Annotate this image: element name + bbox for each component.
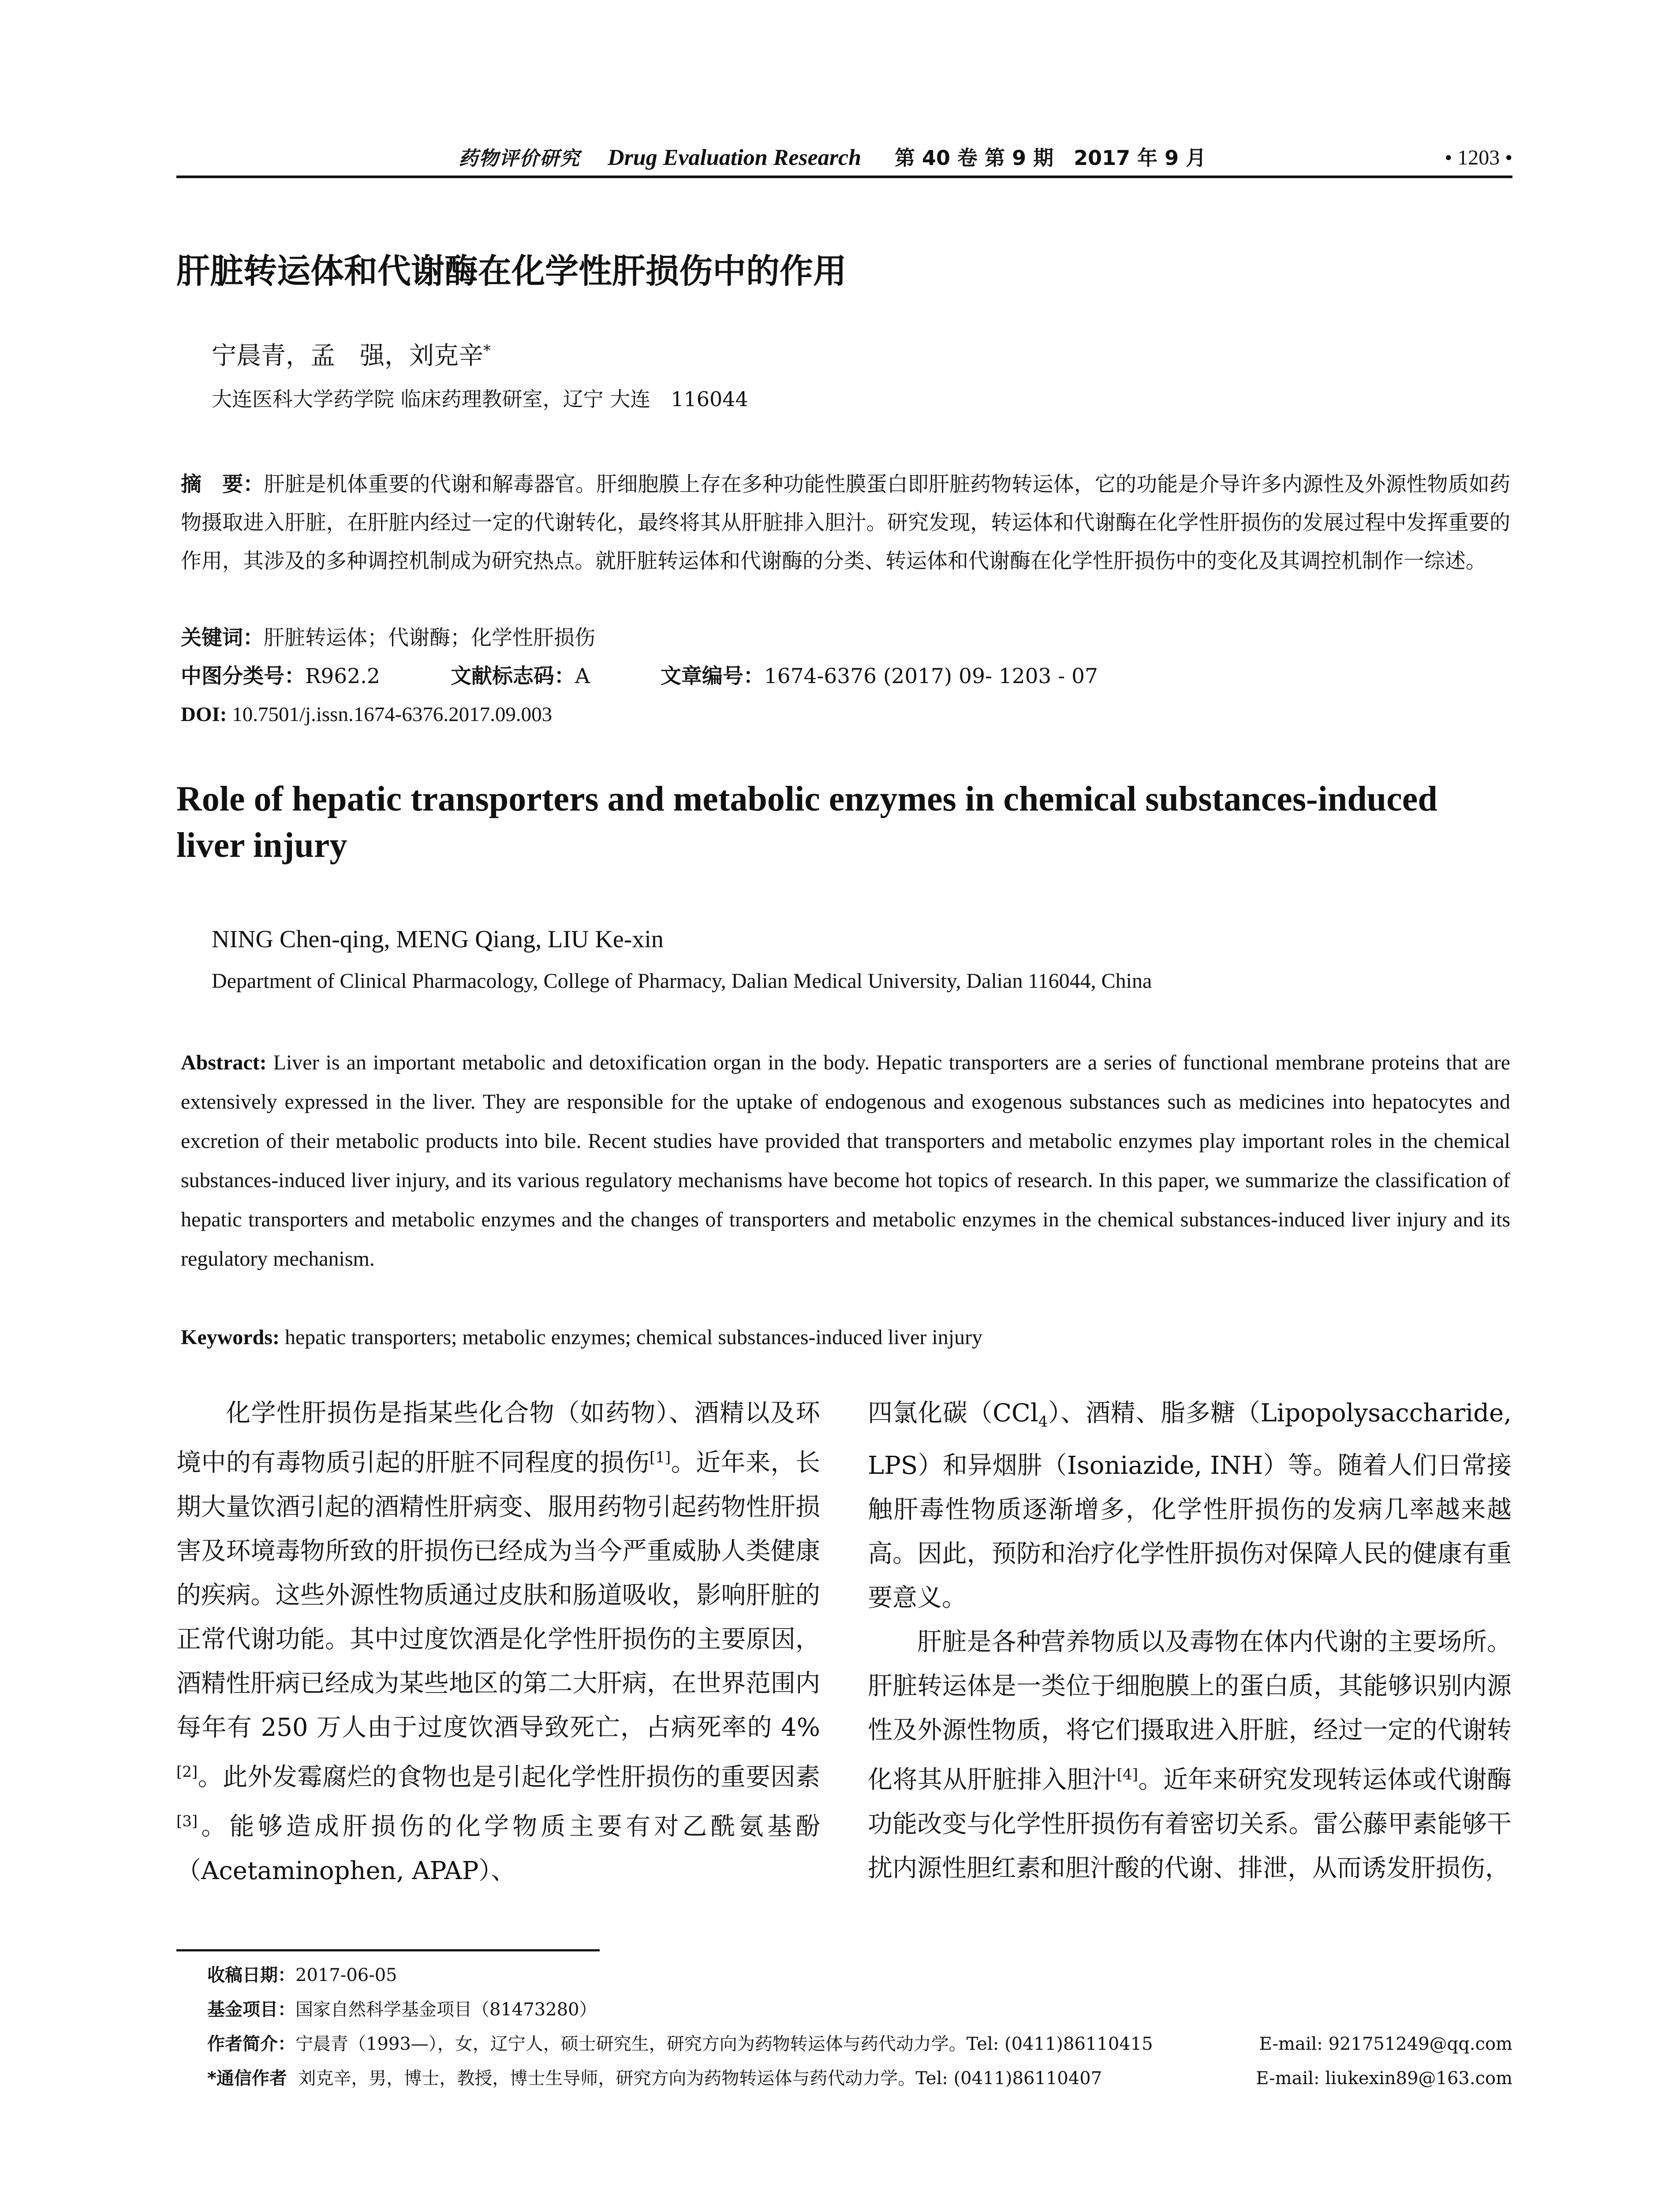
received-value: 2017-06-05 xyxy=(295,1965,397,1985)
body-column-left xyxy=(176,1391,820,1893)
body-text: ）、酒精、脂多糖（Lipopolysaccharide, LPS）和异烟肼（Isoniazide, INH）等。随着人们日常接触肝毒性物质逐渐增多，化学性肝损伤的发病几率越来越高。因此，预防和治疗化学性肝损伤对保障人民的健康有重要意义。 xyxy=(868,1399,1512,1613)
abstract-en-text: Liver is an important metabolic and detoxification organ in the body. Hepatic transporters are a series of functional membrane proteins that are extensively expressed in the liver. They are responsible for the uptake of endogenous and exogenous substances such as medicines into hepatocytes and excretion of their metabolic products into bile. Recent studies have provided that transporters and metabolic enzymes play important roles in the chemical substances-induced liver injury, and its various regulatory mechanisms have become hot topics of research. In this paper, we summarize the classification of hepatic transporters and metabolic enzymes and the changes of transporters and metabolic enzymes in the chemical substances-induced liver injury and its regulatory mechanism. xyxy=(181,1051,1511,1271)
doi-line xyxy=(181,695,552,734)
keywords-en xyxy=(181,1318,982,1357)
body-text: 。近年来研究发现转运体或代谢酶功能改变与化学性肝损伤有着密切关系。雷公藤甲素能够干扰内源性胆红素和胆汁酸的代谢、排泄，从而诱发肝损伤， xyxy=(868,1765,1512,1883)
body-text: 四氯化碳（CCl xyxy=(868,1399,1038,1428)
footnote-divider xyxy=(176,1949,600,1951)
author-email[interactable]: E-mail: 921751249@qq.com xyxy=(1259,2034,1512,2054)
body-text: 化学性肝损伤是指某些化合物（如药物）、酒精以及环境中的有毒物质引起的肝脏不同程度的损伤 xyxy=(176,1399,820,1477)
body-text: 。近年来，长期大量饮酒引起的酒精性肝病变、服用药物引起药物性肝损害及环境毒物所致的肝损伤已经成为当今严重威胁人类健康的疾病。这些外源性物质通过皮肤和肠道吸收，影响肝脏的正常代谢功能。其中过度饮酒是化学性肝损伤的主要原因，酒精性肝病已经成为某些地区的第二大肝病，在世界范围内每年有 250 万人由于过度饮酒导致死亡，占病死率的 4% xyxy=(176,1448,821,1742)
abstract-cn-label: 摘 要： xyxy=(181,472,264,497)
article-number-label: 文章编号： xyxy=(660,664,764,688)
footnote-fund xyxy=(207,1992,1512,2027)
citation-ref[interactable]: [3] xyxy=(176,1813,198,1831)
authors-en: NING Chen-qing, MENG Qiang, LIU Ke-xin xyxy=(212,926,664,953)
page-number: • 1203 • xyxy=(1445,146,1512,169)
authors-cn-names: 宁晨青，孟 强，刘克辛 xyxy=(212,341,483,370)
title-cn: 肝脏转运体和代谢酶在化学性肝损伤中的作用 xyxy=(176,251,847,291)
body-text: 。能够造成肝损伤的化学物质主要有对乙酰氨基酚（Acetaminophen, APAP）、 xyxy=(176,1812,820,1885)
issue-info: 第 40 卷 第 9 期 2017 年 9 月 xyxy=(895,146,1206,170)
header-journal-info xyxy=(459,140,1429,176)
citation-ref[interactable]: [2] xyxy=(176,1763,198,1781)
doi-value: 10.7501/j.issn.1674-6376.2017.09.003 xyxy=(232,703,553,726)
affiliation-cn: 大连医科大学药学院 临床药理教研室，辽宁 大连 116044 xyxy=(212,387,748,411)
footnote-corresponding xyxy=(207,2061,1512,2096)
fund-value: 国家自然科学基金项目（81473280） xyxy=(295,1999,597,2020)
doc-code-label: 文献标志码： xyxy=(450,664,575,688)
corresponding-mark: * xyxy=(483,342,491,359)
citation-ref[interactable]: [4] xyxy=(1116,1766,1138,1784)
title-en: Role of hepatic transporters and metabolic enzymes in chemical substances-induced liver injury xyxy=(176,780,1437,865)
footnote-received xyxy=(207,1958,1512,1992)
body-column-right xyxy=(868,1391,1512,1891)
fund-label: 基金项目： xyxy=(207,1999,295,2020)
citation-ref[interactable]: [1] xyxy=(650,1449,671,1466)
keywords-cn xyxy=(181,619,595,657)
body-paragraph xyxy=(176,1391,820,1893)
affiliation-en: Department of Clinical Pharmacology, College of Pharmacy, Dalian Medical University, Dalian 116044, China xyxy=(212,969,1152,993)
body-paragraph xyxy=(868,1391,1512,1620)
journal-name-en: Drug Evaluation Research xyxy=(608,145,861,170)
abstract-cn-text: 肝脏是机体重要的代谢和解毒器官。肝细胞膜上存在多种功能性膜蛋白即肝脏药物转运体，它的功能是介导许多内源性及外源性物质如药物摄取进入肝脏，在肝脏内经过一定的代谢转化，最终将其从肝脏排入胆汁。研究发现，转运体和代谢酶在化学性肝损伤的发展过程中发挥重要的作用，其涉及的多种调控机制成为研究热点。就肝脏转运体和代谢酶的分类、转运体和代谢酶在化学性肝损伤中的变化及其调控机制作一综述。 xyxy=(181,472,1511,573)
abstract-cn xyxy=(181,465,1510,580)
journal-logo-cn: 药物评价研究 xyxy=(459,147,580,170)
corresponding-label: *通信作者 xyxy=(207,2068,287,2089)
doi-label: DOI: xyxy=(181,703,227,726)
author-label: 作者简介： xyxy=(207,2034,295,2054)
keywords-en-label: Keywords: xyxy=(181,1326,280,1349)
running-header xyxy=(176,140,1512,178)
footnote-author xyxy=(207,2027,1512,2061)
corresponding-value: 刘克辛，男，博士，教授，博士生导师，研究方向为药物转运体与药代动力学。Tel: (0411)86110407 xyxy=(298,2068,1102,2089)
corresponding-email[interactable]: E-mail: liukexin89@163.com xyxy=(1256,2068,1512,2089)
article-number-value: 1674-6376 (2017) 09- 1203 - 07 xyxy=(764,664,1098,688)
footnotes xyxy=(207,1958,1512,2096)
keywords-en-text: hepatic transporters; metabolic enzymes; chemical substances-induced liver injury xyxy=(284,1326,983,1349)
clc-label: 中图分类号： xyxy=(181,664,305,688)
abstract-en-label: Abstract: xyxy=(181,1051,267,1074)
abstract-en xyxy=(181,1043,1510,1278)
authors-cn xyxy=(212,333,491,374)
subscript: 4 xyxy=(1038,1413,1048,1431)
body-text: 。此外发霉腐烂的食物也是引起化学性肝损伤的重要因素 xyxy=(198,1763,820,1792)
keywords-cn-text: 肝脏转运体；代谢酶；化学性肝损伤 xyxy=(264,626,595,650)
classification-line xyxy=(181,657,1098,695)
doc-code-value: A xyxy=(575,664,590,688)
author-value: 宁晨青（1993—），女，辽宁人，硕士研究生，研究方向为药物转运体与药代动力学。Tel: (0411)86110415 xyxy=(295,2034,1153,2054)
keywords-cn-label: 关键词： xyxy=(181,626,264,650)
received-label: 收稿日期： xyxy=(207,1965,295,1985)
clc-value: R962.2 xyxy=(305,664,380,688)
body-text: 肝脏是各种营养物质以及毒物在体内代谢的主要场所。肝脏转运体是一类位于细胞膜上的蛋白质，其能够识别内源性及外源性物质，将它们摄取进入肝脏，经过一定的代谢转化将其从肝脏排入胆汁 xyxy=(868,1628,1512,1794)
body-paragraph xyxy=(868,1620,1512,1891)
